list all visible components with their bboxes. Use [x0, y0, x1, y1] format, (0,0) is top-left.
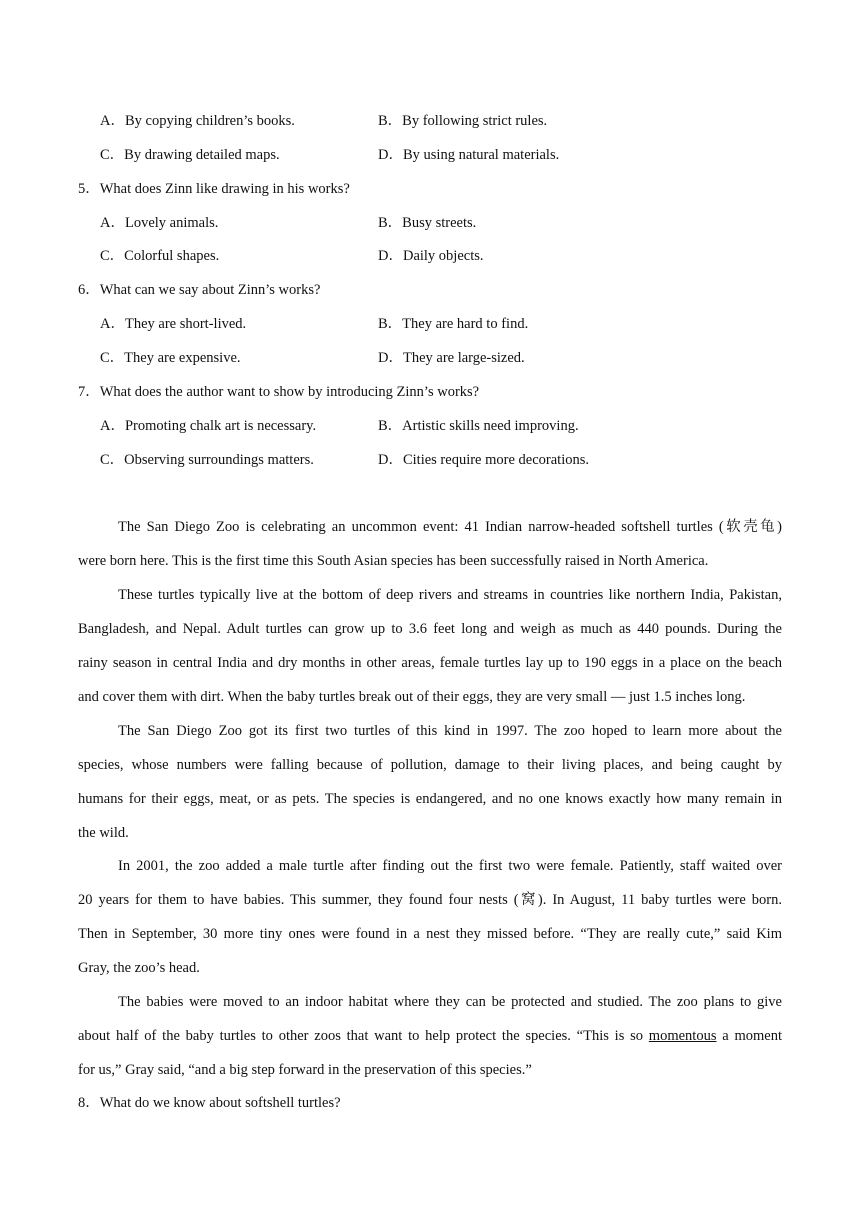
q6-option-b: B．They are hard to find. — [378, 316, 529, 332]
q5-option-c: C．Colorful shapes. — [100, 248, 220, 264]
q4-option-b: B．By following strict rules. — [378, 113, 548, 129]
q6-option-a: A．They are short-lived. — [100, 316, 247, 332]
q5-stem: 5．What does Zinn like drawing in his works? — [78, 181, 350, 197]
q7-option-c: C．Observing surroundings matters. — [100, 452, 314, 468]
passage-p4-line: 20 years for them to have babies. This summer, they found four nests (窝). In August, 11 baby turtles were born. — [78, 892, 782, 908]
q4-option-d: D．By using natural materials. — [378, 147, 560, 163]
q4-option-a: A．By copying children’s books. — [100, 113, 295, 129]
passage-p3-line: The San Diego Zoo got its first two turtles of this kind in 1997. The zoo hoped to learn more about the — [118, 723, 782, 739]
passage-p5-line-with-vocab — [78, 1025, 782, 1047]
q7-option-a: A．Promoting chalk art is necessary. — [100, 418, 317, 434]
q7-option-b: B．Artistic skills need improving. — [378, 418, 579, 434]
p5-text-before: about half of the baby turtles to other zoos that want to help protect the species. “This is so — [78, 1028, 649, 1044]
q5-option-b: B．Busy streets. — [378, 215, 477, 231]
q6-stem: 6．What can we say about Zinn’s works? — [78, 282, 321, 298]
underlined-word-momentous: momentous — [648, 1028, 717, 1044]
passage-p4-line: Then in September, 30 more tiny ones were found in a nest they missed before. “They are really cute,” said Kim — [78, 926, 782, 942]
passage-p4-line: Gray, the zoo’s head. — [78, 960, 200, 976]
q6-option-d: D．They are large-sized. — [378, 350, 525, 366]
passage-p5-line: The babies were moved to an indoor habitat where they can be protected and studied. The zoo plans to give — [118, 994, 782, 1010]
q6-option-c: C．They are expensive. — [100, 350, 241, 366]
passage-p4-line: In 2001, the zoo added a male turtle after finding out the first two were female. Patiently, staff waited over — [118, 858, 782, 874]
passage-p1-line: The San Diego Zoo is celebrating an uncommon event: 41 Indian narrow-headed softshell turtles (软壳龟) — [118, 519, 782, 535]
q7-stem: 7．What does the author want to show by introducing Zinn’s works? — [78, 384, 480, 400]
q5-option-a: A．Lovely animals. — [100, 215, 219, 231]
passage-p3-line: the wild. — [78, 825, 129, 841]
q5-option-d: D．Daily objects. — [378, 248, 484, 264]
p5-text-after: a moment — [716, 1028, 782, 1044]
passage-p3-line: humans for their eggs, meat, or as pets. The species is endangered, and no one knows exactly how many remain in — [78, 791, 782, 807]
q7-option-d: D．Cities require more decorations. — [378, 452, 589, 468]
passage-p5-line: for us,” Gray said, “and a big step forward in the preservation of this species.” — [78, 1062, 532, 1078]
q8-stem: 8．What do we know about softshell turtles? — [78, 1095, 341, 1111]
passage-p3-line: species, whose numbers were falling because of pollution, damage to their living places, and being caught by — [78, 757, 782, 773]
passage-p1-line: were born here. This is the first time this South Asian species has been successfully raised in North America. — [78, 553, 709, 569]
q4-option-c: C．By drawing detailed maps. — [100, 147, 280, 163]
passage-p2-line: Bangladesh, and Nepal. Adult turtles can grow up to 3.6 feet long and weigh as much as 440 pounds. During the — [78, 621, 782, 637]
passage-p2-line: These turtles typically live at the bottom of deep rivers and streams in countries like northern India, Pakistan, — [118, 587, 782, 603]
passage-p2-line: and cover them with dirt. When the baby turtles break out of their eggs, they are very small — just 1.5 inches long. — [78, 689, 746, 705]
passage-p2-line: rainy season in central India and dry months in other areas, female turtles lay up to 190 eggs in a place on the beach — [78, 655, 782, 671]
